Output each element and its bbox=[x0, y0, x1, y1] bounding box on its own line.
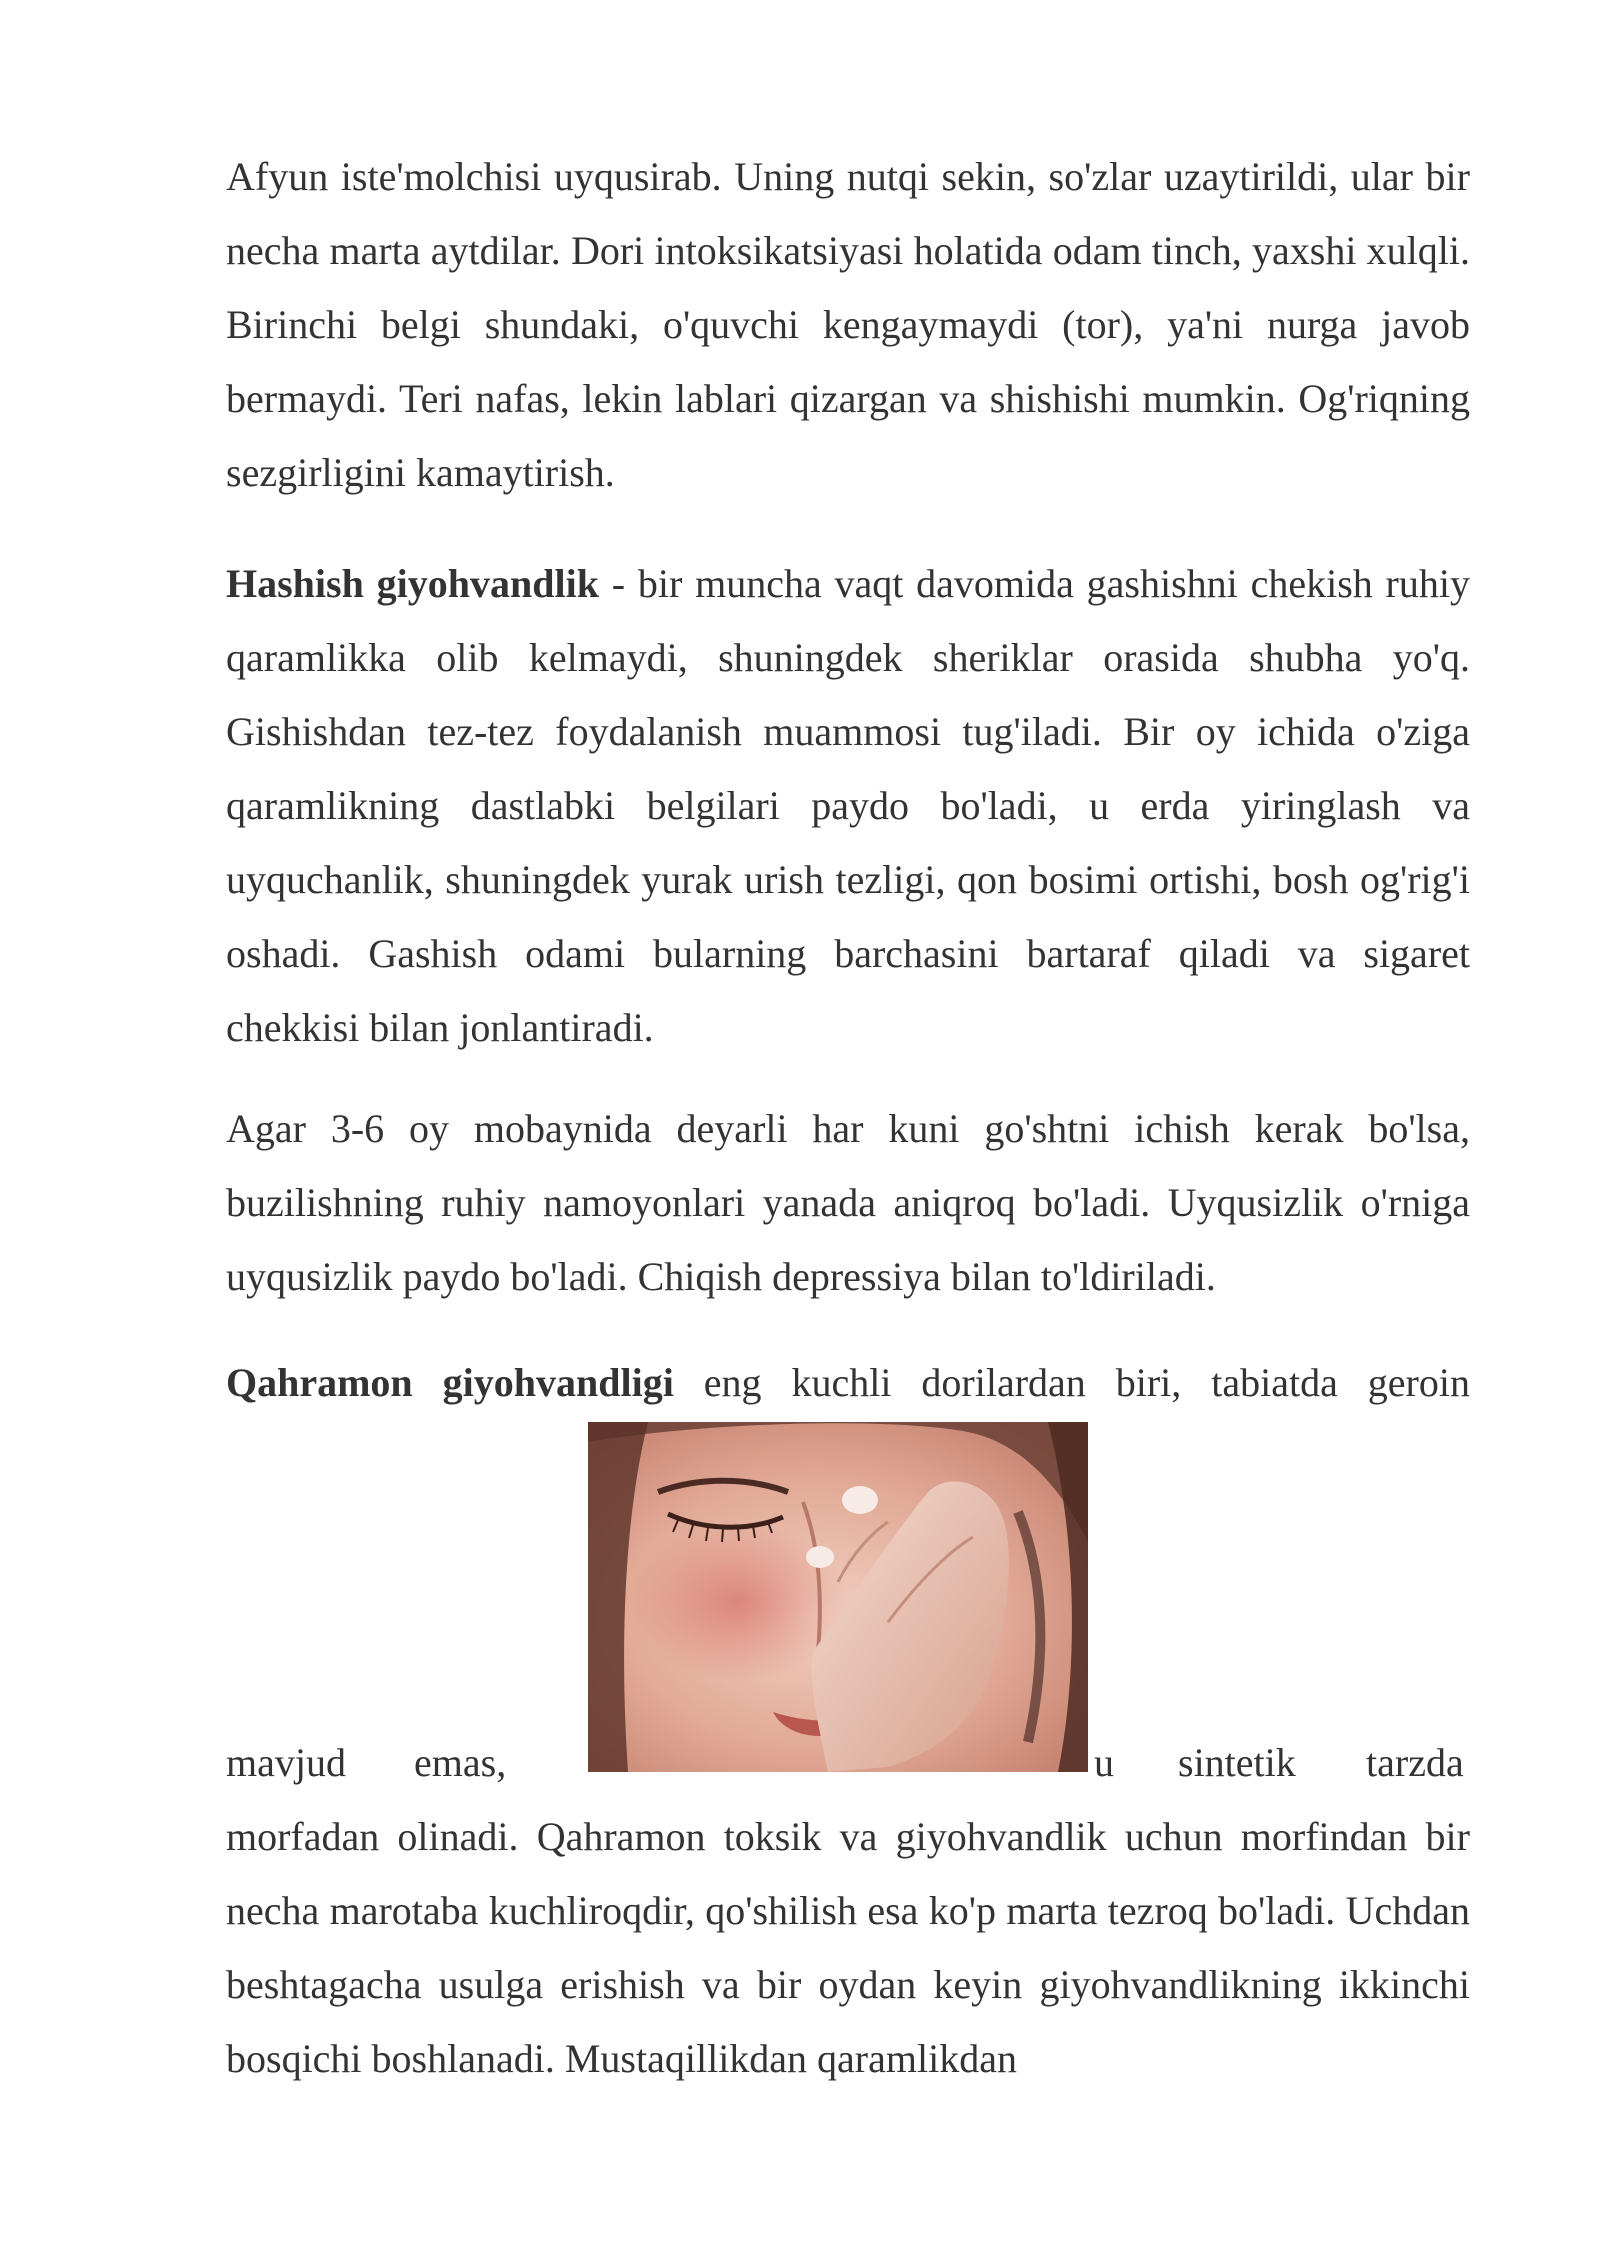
heroin-row-word-2: emas, bbox=[414, 1740, 507, 1785]
paragraph-heroin-first-line-body: eng kuchli dorilardan biri, tabiatda geroin bbox=[673, 1360, 1470, 1405]
heroin-row-word-4: sintetik bbox=[1178, 1740, 1296, 1785]
heading-heroin: Qahramon giyohvandligi bbox=[226, 1360, 674, 1405]
heading-hashish: Hashish giyohvandlik bbox=[226, 561, 599, 606]
paragraph-heroin-continued-text: morfadan olinadi. Qahramon toksik va giyohvandlik uchun morfindan bir necha marotaba kuchliroqdir, qo'shilish esa ko'p marta tezroq bo'ladi. Uchdan beshtagacha usulga erishish va bir oydan keyin giyohvandlikning ikkinchi bosqichi boshlanadi. Mustaqillikdan qaramlikdan bbox=[226, 1814, 1470, 2081]
paragraph-heroin-first-line bbox=[226, 1346, 1470, 1420]
paragraph-heroin-continued bbox=[226, 1800, 1470, 2096]
paragraph-opium-text: Afyun iste'molchisi uyqusirab. Uning nutqi sekin, so'zlar uzaytirildi, ular bir necha marta aytdilar. Dori intoksikatsiyasi holatida odam tinch, yaxshi xulqli. Birinchi belgi shundaki, o'quvchi kengaymaydi (tor), ya'ni nurga javob bermaydi. Teri nafas, lekin lablari qizargan va shishishi mumkin. Og'riqning sezgirligini kamaytirish. bbox=[226, 154, 1470, 495]
paragraph-opium bbox=[226, 140, 1470, 510]
paragraph-heroin-first-line-text bbox=[226, 1346, 1470, 1420]
paragraph-months-text: Agar 3-6 oy mobaynida deyarli har kuni go'shtni ichish kerak bo'lsa, buzilishning ruhiy namoyonlari yanada aniqroq bo'ladi. Uyqusizlik o'rniga uyqusizlik paydo bo'ladi. Chiqish depressiya bilan to'ldiriladi. bbox=[226, 1106, 1470, 1299]
paragraph-hashish-text bbox=[226, 547, 1470, 1065]
heroin-row-word-3: u bbox=[1094, 1740, 1114, 1785]
paragraph-hashish bbox=[226, 547, 1470, 1065]
paragraph-hashish-body: - bir muncha vaqt davomida gashishni chekish ruhiy qaramlikka olib kelmaydi, shuningdek sheriklar orasida shubha yo'q. Gishishdan tez-tez foydalanish muammosi tug'iladi. Bir oy ichida o'ziga qaramlikning dastlabki belgilari paydo bo'ladi, u erda yiringlash va uyquchanlik, shuningdek yurak urish tezligi, qon bosimi ortishi, bosh og'rig'i oshadi. Gashish odami bularning barchasini bartaraf qiladi va sigaret chekkisi bilan jonlantiradi. bbox=[226, 561, 1470, 1050]
heroin-row-word-1: mavjud bbox=[226, 1740, 346, 1785]
heroin-row-word-5: tarzda bbox=[1366, 1740, 1464, 1785]
paragraph-months bbox=[226, 1092, 1470, 1314]
woman-pinching-nose-photo bbox=[588, 1422, 1088, 1772]
